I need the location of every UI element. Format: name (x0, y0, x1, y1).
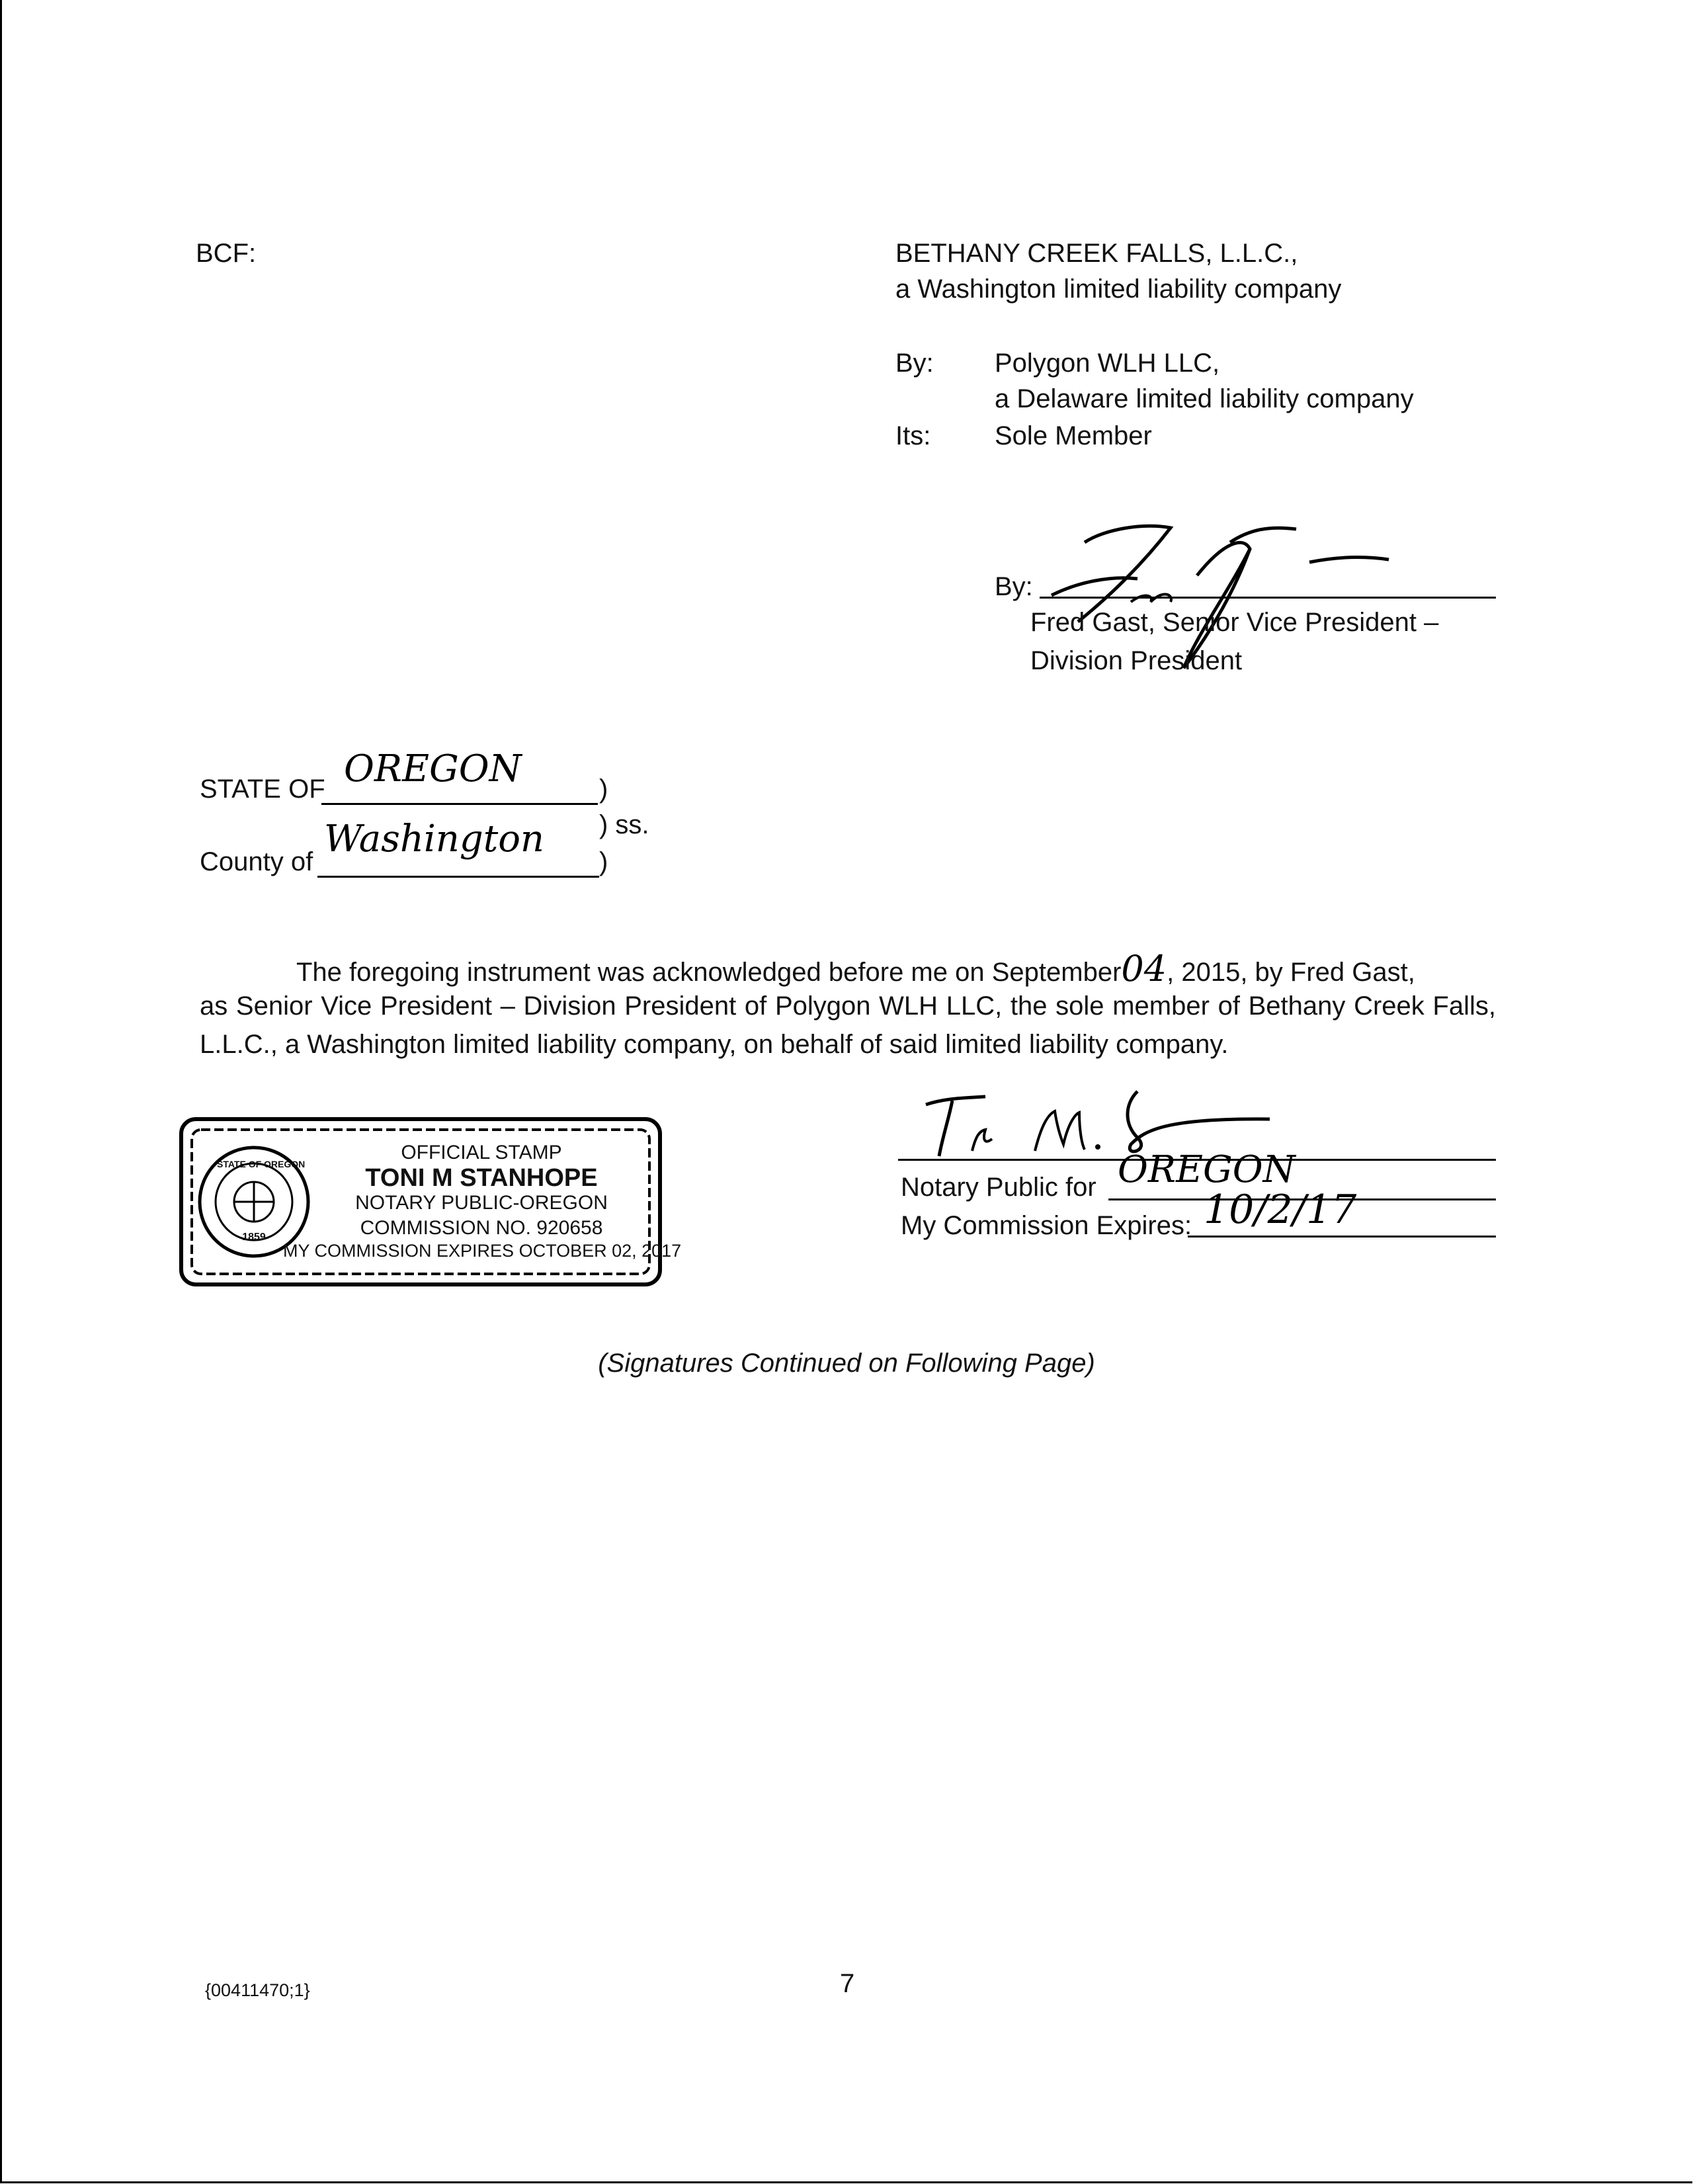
county-line (317, 876, 599, 878)
member-type: a Delaware limited liability company (995, 384, 1414, 413)
stamp-line-5: MY COMMISSION EXPIRES OCTOBER 02, 2017 (283, 1241, 682, 1261)
by-label: By: (895, 349, 934, 378)
stamp-title: OFFICIAL STAMP (401, 1142, 562, 1163)
page-number: 7 (840, 1969, 855, 1998)
signatory-title-1: Fred Gast, Senior Vice President – (1030, 608, 1439, 637)
signatory-title-2: Division President (1030, 646, 1243, 675)
state-label: STATE OF (200, 775, 325, 804)
notary-stamp (177, 1115, 682, 1288)
company-name: BETHANY CREEK FALLS, L.L.C., (895, 239, 1298, 268)
its-value: Sole Member (995, 421, 1152, 450)
ack-before: The foregoing instrument was acknowledged before me on September (296, 958, 1122, 987)
ack-after: , 2015, by Fred Gast, (1167, 958, 1415, 987)
member-name: Polygon WLH LLC, (995, 349, 1220, 378)
bcf-label: BCF: (196, 239, 257, 268)
doc-id: {00411470;1} (205, 1980, 310, 2000)
county-paren: ) (599, 847, 608, 876)
stamp-name: TONI M STANHOPE (365, 1164, 598, 1192)
expires-value: 10/2/17 (1204, 1187, 1357, 1233)
seal-text: STATE OF OREGON (217, 1159, 306, 1169)
signatory-by-label: By: (995, 572, 1033, 601)
ack-line-1 (296, 950, 1415, 991)
expires-line (1188, 1236, 1496, 1238)
public-for-label: Notary Public for (901, 1173, 1096, 1202)
ack-day: 04 (1121, 948, 1167, 989)
seal-year: 1859 (242, 1232, 266, 1243)
state-line (321, 803, 598, 805)
public-for-value: OREGON (1118, 1148, 1296, 1191)
expires-label: My Commission Expires: (901, 1211, 1192, 1240)
state-paren: ) (599, 775, 608, 804)
ack-paragraph: as Senior Vice President – Division President of Polygon WLH LLC, the sole member of Bethany Creek Falls, L.L.C., a Washington limited liability company, on behalf of said limited liability company. (200, 991, 1496, 1059)
county-value: Washington (324, 818, 544, 861)
stamp-line-4: COMMISSION NO. 920658 (360, 1217, 603, 1239)
stamp-line-3: NOTARY PUBLIC-OREGON (355, 1192, 608, 1214)
company-type: a Washington limited liability company (895, 274, 1342, 304)
continued-note: (Signatures Continued on Following Page) (598, 1349, 1095, 1378)
state-value: OREGON (344, 747, 522, 790)
ss-label: ) ss. (599, 810, 649, 839)
county-label: County of (200, 847, 313, 876)
its-label: Its: (895, 421, 931, 450)
